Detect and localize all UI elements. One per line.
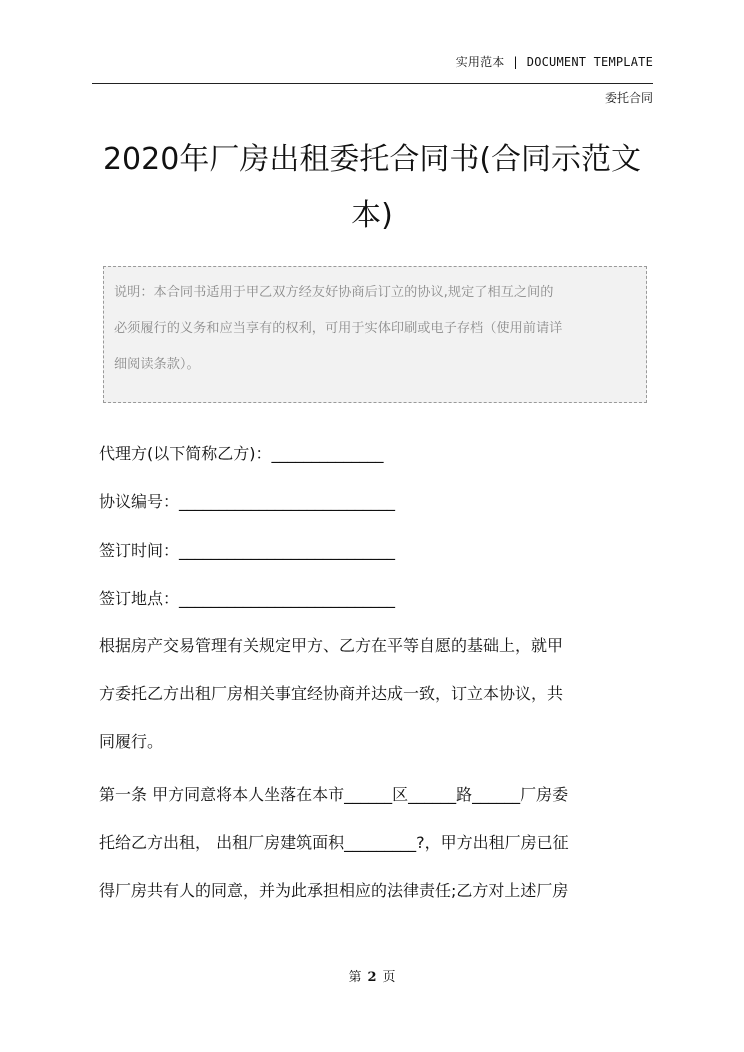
intro-line-2: 方委托乙方出租厂房相关事宜经协商并达成一致，订立本协议，共: [99, 684, 564, 703]
field-number: [99, 490, 395, 514]
note-box: [103, 266, 647, 403]
field-agent: [99, 442, 384, 466]
field-time-label: 签订时间：: [99, 541, 180, 560]
field-agent-label: 代理方(以下简称乙方)：: [99, 444, 272, 463]
page-number: 2: [367, 970, 377, 985]
field-place-blank: ___________________________: [179, 589, 396, 608]
title-line-2: 本): [351, 198, 393, 233]
header-category: 委托合同: [604, 91, 653, 105]
article-1-line-1: 第一条 甲方同意将本人坐落在本市______区______路______厂房委: [99, 785, 569, 804]
header-brand: 实用范本 | DOCUMENT TEMPLATE: [455, 55, 653, 69]
note-line-2: 必须履行的义务和应当享有的权利，可用于实体印刷或电子存档（使用前请详: [114, 321, 563, 336]
field-place-label: 签订地点：: [99, 589, 180, 608]
footer-prefix: 第: [348, 970, 362, 985]
article-1-paragraph: [99, 771, 655, 915]
field-agent-blank: ______________: [271, 444, 384, 463]
field-number-label: 协议编号：: [99, 492, 180, 511]
note-line-3: 细阅读条款）。: [114, 357, 200, 372]
article-1-line-3: 得厂房共有人的同意，并为此承担相应的法律责任;乙方对上述厂房: [99, 881, 569, 900]
field-place: [99, 587, 395, 611]
intro-paragraph: [99, 622, 655, 766]
document-title: [80, 132, 664, 244]
note-line-1: 说明：本合同书适用于甲乙双方经友好协商后订立的协议,规定了相互之间的: [114, 285, 554, 300]
footer-suffix: 页: [382, 970, 396, 985]
title-line-1: 2020年厂房出租委托合同书(合同示范文: [102, 142, 642, 177]
page-footer: [0, 966, 744, 985]
field-time-blank: ___________________________: [179, 541, 396, 560]
article-1-line-2: 托给乙方出租， 出租厂房建筑面积_________?，甲方出租厂房已征: [99, 833, 569, 852]
field-time: [99, 539, 395, 563]
intro-line-1: 根据房产交易管理有关规定甲方、乙方在平等自愿的基础上，就甲: [99, 636, 564, 655]
intro-line-3: 同履行。: [99, 732, 164, 751]
header-divider: [92, 83, 653, 84]
field-number-blank: ___________________________: [179, 492, 396, 511]
